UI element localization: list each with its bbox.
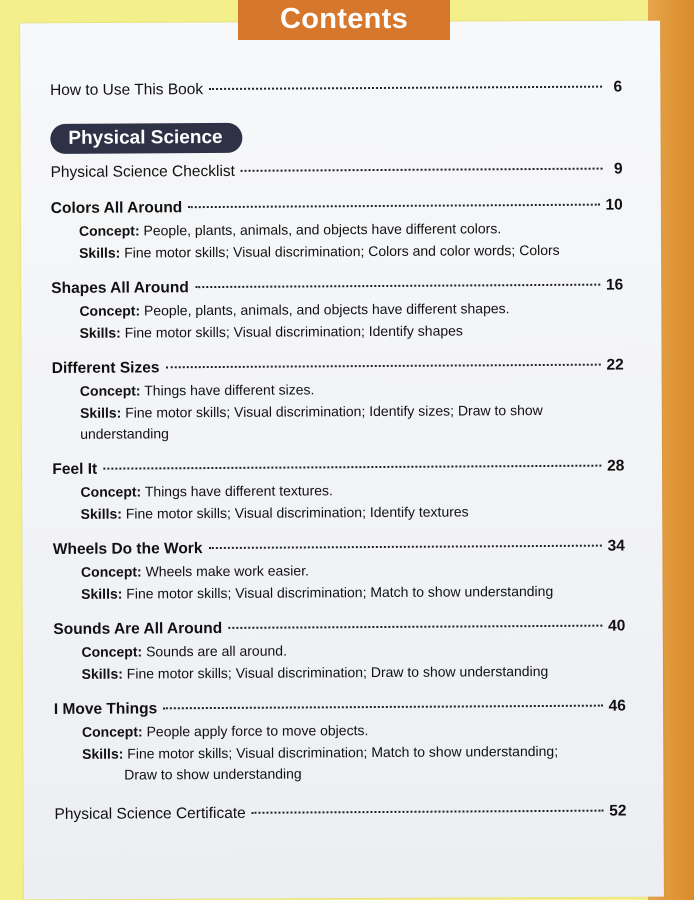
toc-row-intro (50, 77, 622, 102)
concept-text: People, plants, animals, and objects have different shapes. (143, 300, 510, 319)
contents-heading-tab (238, 0, 450, 40)
concept-text: Things have different textures. (144, 482, 333, 500)
concept-text: People, plants, animals, and objects have different colors. (143, 220, 502, 239)
concept-line (54, 718, 626, 742)
toc-row (53, 615, 625, 640)
concept-line (53, 638, 625, 662)
concept-label: Concept: (79, 302, 141, 319)
concept-label: Concept: (80, 563, 142, 580)
skills-text: Fine motor skills; Visual discrimination; Match to show understanding; (127, 742, 559, 762)
skills-text: Fine motor skills; Visual discrimination; Identify textures (125, 503, 469, 522)
toc-page-number: 34 (607, 537, 625, 555)
concept-label: Concept: (80, 483, 142, 500)
toc-title: Physical Science Certificate (54, 804, 246, 823)
skills-text: Fine motor skills; Visual discrimination; Identify sizes; Draw to show (125, 401, 543, 421)
concept-line (52, 378, 624, 402)
skills-label: Skills: (81, 585, 123, 602)
skills-line (51, 240, 623, 264)
toc-row (54, 695, 626, 720)
skills-text: Fine motor skills; Visual discrimination; Match to show understanding (126, 582, 554, 602)
concept-line (53, 558, 625, 582)
toc-entry (51, 275, 623, 344)
dot-leader (188, 204, 599, 209)
dot-leader (241, 168, 603, 172)
dot-leader (103, 465, 601, 470)
skills-label: Skills: (82, 745, 124, 762)
toc-entry (54, 695, 627, 785)
skills-text: Fine motor skills; Visual discrimination; Identify shapes (124, 322, 463, 341)
dot-leader (195, 284, 600, 288)
skills-line (51, 320, 623, 344)
skills-text: Fine motor skills; Visual discrimination; Colors and color words; Colors (124, 241, 560, 261)
table-of-contents (50, 77, 627, 826)
dot-leader (163, 705, 602, 710)
concept-label: Concept: (81, 723, 143, 740)
toc-title: Different Sizes (51, 359, 160, 377)
toc-page-number: 52 (609, 802, 627, 820)
toc-page-number: 9 (613, 160, 623, 178)
toc-page-number: 10 (605, 196, 623, 214)
toc-title: Feel It (52, 460, 98, 478)
toc-row (52, 355, 624, 380)
toc-page-number: 22 (606, 356, 624, 374)
toc-title: Colors All Around (50, 199, 183, 217)
skills-line (52, 399, 624, 444)
concept-text: Sounds are all around. (146, 642, 287, 660)
toc-title: Physical Science Checklist (50, 162, 235, 181)
toc-title: How to Use This Book (50, 81, 204, 99)
toc-title: Shapes All Around (51, 279, 189, 297)
toc-row-checklist (51, 159, 623, 184)
skills-line (54, 740, 626, 785)
dot-leader (209, 86, 602, 90)
skills-line (53, 500, 625, 524)
concept-line (51, 298, 623, 322)
skills-label: Skills: (81, 665, 123, 682)
toc-row-certificate (54, 800, 626, 825)
concept-label: Concept: (81, 643, 143, 660)
skills-text-continued: Draw to show understanding (124, 765, 302, 783)
concept-text: Things have different sizes. (144, 381, 315, 399)
skills-text: Fine motor skills; Visual discrimination; Draw to show understanding (126, 662, 549, 682)
toc-page-number: 28 (607, 457, 625, 475)
skills-text-continued: understanding (80, 425, 169, 442)
toc-page-number: 40 (608, 617, 626, 635)
dot-leader (165, 364, 600, 369)
concept-label: Concept: (79, 382, 141, 399)
toc-entry (51, 195, 623, 264)
toc-page-number: 16 (605, 276, 624, 294)
concept-line (52, 478, 624, 502)
dot-leader (228, 625, 602, 629)
toc-entry (52, 355, 625, 445)
toc-entry (53, 535, 625, 604)
toc-row (53, 535, 625, 560)
contents-heading: Contents (279, 3, 409, 35)
toc-row (51, 275, 623, 300)
skills-line (53, 580, 625, 604)
toc-entry (53, 615, 625, 684)
skills-label: Skills: (79, 324, 121, 341)
concept-label: Concept: (78, 222, 140, 239)
toc-row (52, 455, 624, 480)
dot-leader (252, 810, 604, 814)
skills-label: Skills: (80, 505, 122, 522)
section-heading: Physical Science (50, 123, 242, 154)
toc-title: I Move Things (53, 700, 158, 718)
skills-line (54, 660, 626, 684)
toc-page-number: 46 (608, 697, 626, 715)
toc-entry (52, 455, 624, 524)
toc-row (51, 195, 623, 220)
concept-line (51, 218, 623, 242)
toc-title: Wheels Do the Work (52, 540, 203, 558)
dot-leader (208, 545, 601, 549)
toc-page-number: 6 (613, 78, 623, 96)
concept-text: Wheels make work easier. (145, 562, 310, 580)
concept-text: People apply force to move objects. (146, 722, 369, 740)
toc-title: Sounds Are All Around (53, 619, 223, 638)
skills-label: Skills: (79, 404, 122, 421)
skills-label: Skills: (79, 244, 121, 261)
